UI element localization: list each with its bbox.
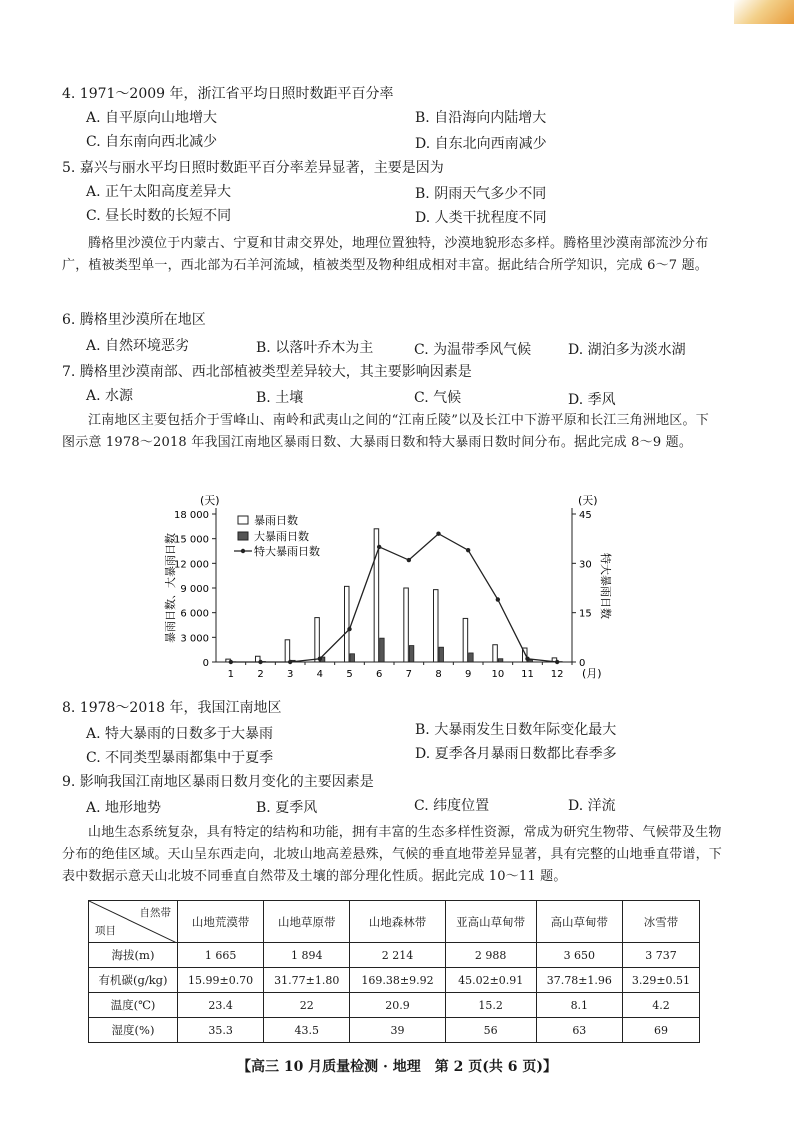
table-cell: 2 988 xyxy=(445,943,536,968)
question-5-option-a: A. 正午太阳高度差异大 xyxy=(86,184,232,200)
left-tick-label: 12 000 xyxy=(174,559,209,571)
table-column-header: 山地荒漠带 xyxy=(178,901,264,943)
x-tick-label: 3 xyxy=(286,669,294,680)
question-7-stem: 7. 腾格里沙漠南部、西北部植被类型差异较大，其主要影响因素是 xyxy=(62,364,472,380)
table-row-label: 有机碳(g/kg) xyxy=(89,968,178,993)
table-row-label: 温度(℃) xyxy=(89,993,178,1018)
x-tick-label: 1 xyxy=(227,669,235,680)
table-column-header: 山地森林带 xyxy=(350,901,445,943)
question-7-option-a: A. 水源 xyxy=(86,388,134,404)
point-extreme-rainstorm-month-10 xyxy=(496,597,500,601)
x-tick-label: 6 xyxy=(375,669,383,680)
table-column-header: 冰雪带 xyxy=(622,901,699,943)
legend-swatch-heavy xyxy=(238,532,248,540)
question-5-option-d: D. 人类干扰程度不同 xyxy=(415,210,547,226)
table-cell: 3.29±0.51 xyxy=(622,968,699,993)
bar-rainstorm-month-4 xyxy=(315,618,320,662)
left-tick-label: 15 000 xyxy=(174,534,209,546)
table-cell: 15.99±0.70 xyxy=(178,968,264,993)
question-8-option-b: B. 大暴雨发生日数年际变化最大 xyxy=(415,722,617,738)
left-tick-label: 9 000 xyxy=(180,584,209,595)
bar-rainstorm-month-9 xyxy=(463,618,468,662)
point-extreme-rainstorm-month-5 xyxy=(347,627,351,631)
question-5-stem: 5. 嘉兴与丽水平均日照时数距平百分率差异显著，主要是因为 xyxy=(62,160,444,176)
table-cell: 35.3 xyxy=(178,1018,264,1043)
question-4-option-a: A. 自平原向山地增大 xyxy=(86,110,218,126)
right-tick-label: 15 xyxy=(579,608,592,620)
right-tick-label: 45 xyxy=(579,510,592,521)
question-9-option-c: C. 纬度位置 xyxy=(414,798,490,814)
bar-heavy-rainstorm-month-6 xyxy=(380,638,385,662)
right-tick-label: 0 xyxy=(579,658,586,669)
table-cell: 1 665 xyxy=(178,943,264,968)
table-cell: 3 737 xyxy=(622,943,699,968)
table-cell: 15.2 xyxy=(445,993,536,1018)
table-row xyxy=(89,943,700,968)
question-9-option-b: B. 夏季风 xyxy=(256,800,318,816)
point-extreme-rainstorm-month-7 xyxy=(407,558,411,562)
chart-legend xyxy=(234,513,320,558)
table-cell: 37.78±1.96 xyxy=(536,968,622,993)
left-axis-label: 暴雨日数、大暴雨日数 xyxy=(164,533,177,643)
page-footer: 【高三 10 月质量检测 · 地理 第 2 页(共 6 页)】 xyxy=(236,1059,558,1075)
x-tick-label: 9 xyxy=(464,669,472,680)
left-tick-label: 6 000 xyxy=(180,608,209,620)
question-8-option-a: A. 特大暴雨的日数多于大暴雨 xyxy=(86,726,274,742)
point-extreme-rainstorm-month-1 xyxy=(229,660,233,664)
table-cell: 8.1 xyxy=(536,993,622,1018)
bar-heavy-rainstorm-month-8 xyxy=(439,647,444,662)
corner-top-label: 自然带 xyxy=(139,907,171,919)
question-8-option-c: C. 不同类型暴雨都集中于夏季 xyxy=(86,750,274,766)
table-row xyxy=(89,968,700,993)
natural-zone-table xyxy=(88,900,700,1043)
table-row xyxy=(89,993,700,1018)
point-extreme-rainstorm-month-6 xyxy=(377,545,381,549)
point-extreme-rainstorm-month-2 xyxy=(258,660,262,664)
bar-heavy-rainstorm-month-9 xyxy=(469,653,474,662)
point-extreme-rainstorm-month-9 xyxy=(466,548,470,552)
bar-heavy-rainstorm-month-5 xyxy=(350,654,355,662)
table-row-label: 海拔(m) xyxy=(89,943,178,968)
table-cell: 63 xyxy=(536,1018,622,1043)
table-row-label: 湿度(%) xyxy=(89,1018,178,1043)
question-5-option-c: C. 昼长时数的长短不同 xyxy=(86,208,232,224)
legend-swatch-rainstorm xyxy=(238,516,248,524)
corner-bottom-label: 项目 xyxy=(95,925,116,937)
table-cell: 43.5 xyxy=(264,1018,350,1043)
question-9-option-d: D. 洋流 xyxy=(568,798,616,814)
x-tick-label: 7 xyxy=(405,669,413,680)
page-corner-decoration xyxy=(734,0,794,24)
question-9-option-a: A. 地形地势 xyxy=(86,800,162,816)
point-extreme-rainstorm-month-11 xyxy=(525,657,529,661)
table-row xyxy=(89,1018,700,1043)
table-header-row xyxy=(89,901,700,943)
question-6-stem: 6. 腾格里沙漠所在地区 xyxy=(62,312,206,328)
passage-jiangnan: 江南地区主要包括介于雪峰山、南岭和武夷山之间的“江南丘陵”以及长江中下游平原和长江三角洲地区。下图示意 1978～2018 年我国江南地区暴雨日数、大暴雨日数和特大暴雨日数时间分布。据此完成 8～9 题。 xyxy=(62,413,709,450)
point-extreme-rainstorm-month-4 xyxy=(318,657,322,661)
left-tick-label: 0 xyxy=(202,658,209,669)
question-8-stem: 8. 1978～2018 年，我国江南地区 xyxy=(62,700,282,716)
left-axis-unit: (天) xyxy=(200,494,220,507)
right-tick-label: 30 xyxy=(579,559,592,571)
question-7-option-b: B. 土壤 xyxy=(256,390,304,406)
left-tick-label: 18 000 xyxy=(174,510,209,521)
bar-rainstorm-month-8 xyxy=(434,590,439,662)
legend-label-extreme: 特大暴雨日数 xyxy=(254,545,320,558)
x-tick-label: 11 xyxy=(521,669,534,680)
table-corner-cell xyxy=(89,901,178,943)
bar-rainstorm-month-10 xyxy=(493,645,498,662)
question-7-option-c: C. 气候 xyxy=(414,390,462,406)
bar-rainstorm-month-5 xyxy=(345,586,350,662)
table-cell: 20.9 xyxy=(350,993,445,1018)
rainstorm-chart xyxy=(160,486,640,686)
bar-heavy-rainstorm-month-10 xyxy=(498,659,503,662)
bar-heavy-rainstorm-month-7 xyxy=(409,646,414,662)
table-cell: 31.77±1.80 xyxy=(264,968,350,993)
table-cell: 2 214 xyxy=(350,943,445,968)
passage-tengger-desert: 腾格里沙漠位于内蒙古、宁夏和甘肃交界处，地理位置独特，沙漠地貌形态多样。腾格里沙漠南部流沙分布广，植被类型单一，西北部为石羊河流域，植被类型及物种组成相对丰富。据此结合所学知识，完成 6～7 题。 xyxy=(62,236,709,273)
question-7-option-d: D. 季风 xyxy=(568,392,616,408)
right-axis-unit: (天) xyxy=(578,494,598,507)
x-tick-label: 10 xyxy=(491,669,505,680)
point-extreme-rainstorm-month-8 xyxy=(436,532,440,536)
legend-label-heavy: 大暴雨日数 xyxy=(254,530,309,543)
bar-rainstorm-month-7 xyxy=(404,588,409,662)
table-cell: 23.4 xyxy=(178,993,264,1018)
question-6-option-a: A. 自然环境恶劣 xyxy=(86,338,190,354)
question-6-option-d: D. 湖泊多为淡水湖 xyxy=(568,342,686,358)
table-cell: 22 xyxy=(264,993,350,1018)
question-4-option-b: B. 自沿海向内陆增大 xyxy=(415,110,547,126)
table-column-header: 高山草甸带 xyxy=(536,901,622,943)
x-axis-unit: (月) xyxy=(582,667,602,680)
question-9-stem: 9. 影响我国江南地区暴雨日数月变化的主要因素是 xyxy=(62,774,374,790)
table-cell: 1 894 xyxy=(264,943,350,968)
table-cell: 39 xyxy=(350,1018,445,1043)
question-8-option-d: D. 夏季各月暴雨日数都比春季多 xyxy=(415,746,617,762)
question-5-option-b: B. 阴雨天气多少不同 xyxy=(415,186,547,202)
passage-tianshan: 山地生态系统复杂，具有特定的结构和功能，拥有丰富的生态多样性资源，常成为研究生物带、气候带及生物分布的绝佳区域。天山呈东西走向，北坡山地高差悬殊，气候的垂直地带差异显著，具有完整的山地垂直带谱，下表中数据示意天山北坡不同垂直自然带及土壤的部分理化性质。据此完成 10～11 题。 xyxy=(62,825,723,884)
question-4-stem: 4. 1971～2009 年，浙江省平均日照时数距平百分率 xyxy=(62,86,394,102)
legend-marker-extreme xyxy=(241,549,245,553)
right-axis-label: 特大暴雨日数 xyxy=(599,553,612,619)
x-tick-label: 8 xyxy=(435,669,442,680)
point-extreme-rainstorm-month-3 xyxy=(288,660,292,664)
table-column-header: 亚高山草甸带 xyxy=(445,901,536,943)
x-tick-label: 4 xyxy=(316,669,324,680)
bar-rainstorm-month-3 xyxy=(285,640,290,662)
x-tick-label: 5 xyxy=(346,669,353,680)
table-column-header: 山地草原带 xyxy=(264,901,350,943)
question-6-option-c: C. 为温带季风气候 xyxy=(414,342,532,358)
question-4-option-d: D. 自东北向西南减少 xyxy=(415,136,547,152)
table-cell: 3 650 xyxy=(536,943,622,968)
left-tick-label: 3 000 xyxy=(180,633,209,645)
x-tick-label: 2 xyxy=(257,669,264,680)
table-cell: 56 xyxy=(445,1018,536,1043)
table-cell: 45.02±0.91 xyxy=(445,968,536,993)
table-cell: 4.2 xyxy=(622,993,699,1018)
question-4-option-c: C. 自东南向西北减少 xyxy=(86,134,218,150)
table-cell: 169.38±9.92 xyxy=(350,968,445,993)
table-cell: 69 xyxy=(622,1018,699,1043)
question-6-option-b: B. 以落叶乔木为主 xyxy=(256,340,374,356)
legend-label-rainstorm: 暴雨日数 xyxy=(254,514,298,527)
x-tick-label: 12 xyxy=(550,669,564,680)
point-extreme-rainstorm-month-12 xyxy=(555,660,559,664)
